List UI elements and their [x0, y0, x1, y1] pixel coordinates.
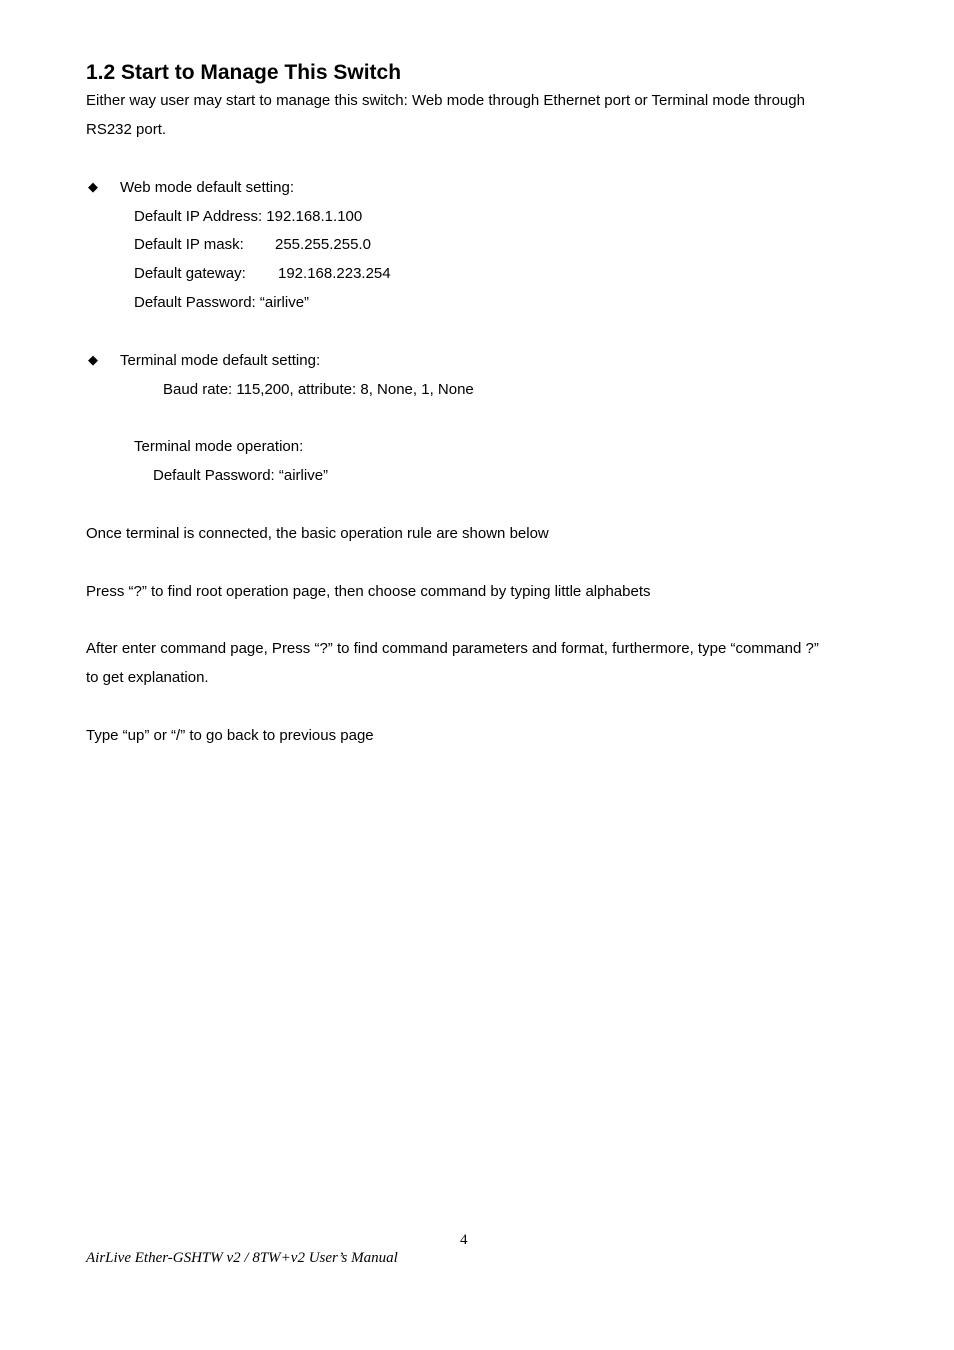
diamond-bullet-icon: ◆ — [88, 179, 98, 194]
default-ip-address: Default IP Address: 192.168.1.100 — [134, 208, 363, 225]
instruction-connected: Once terminal is connected, the basic operation rule are shown below — [86, 525, 549, 542]
instruction-command-page-line-2: to get explanation. — [86, 669, 209, 686]
page-number: 4 — [460, 1232, 468, 1248]
instruction-command-page-line-1: After enter command page, Press “?” to find command parameters and format, furthermore, type “command ?” — [86, 640, 819, 657]
terminal-default-password: Default Password: “airlive” — [153, 467, 329, 484]
section-title: 1.2 Start to Manage This Switch — [86, 61, 402, 84]
default-gateway-label: Default gateway: — [134, 265, 246, 282]
baud-rate-setting: Baud rate: 115,200, attribute: 8, None, 1, None — [163, 381, 474, 398]
web-mode-heading: Web mode default setting: — [120, 179, 294, 196]
manual-footer-title: AirLive Ether-GSHTW v2 / 8TW+v2 User’s Manual — [86, 1250, 398, 1266]
diamond-bullet-icon: ◆ — [88, 352, 98, 367]
intro-text-line-2: RS232 port. — [86, 121, 167, 138]
instruction-go-back: Type “up” or “/” to go back to previous page — [86, 727, 374, 744]
default-gateway-value: 192.168.223.254 — [278, 265, 391, 282]
web-default-password: Default Password: “airlive” — [134, 294, 310, 311]
terminal-operation-heading: Terminal mode operation: — [134, 438, 304, 455]
intro-text-line-1: Either way user may start to manage this switch: Web mode through Ethernet port or Terminal mode through — [86, 92, 805, 109]
terminal-mode-heading: Terminal mode default setting: — [120, 352, 321, 369]
instruction-root-page: Press “?” to find root operation page, then choose command by typing little alphabets — [86, 583, 651, 600]
default-ip-mask-label: Default IP mask: — [134, 236, 244, 253]
default-ip-mask-value: 255.255.255.0 — [275, 236, 371, 253]
